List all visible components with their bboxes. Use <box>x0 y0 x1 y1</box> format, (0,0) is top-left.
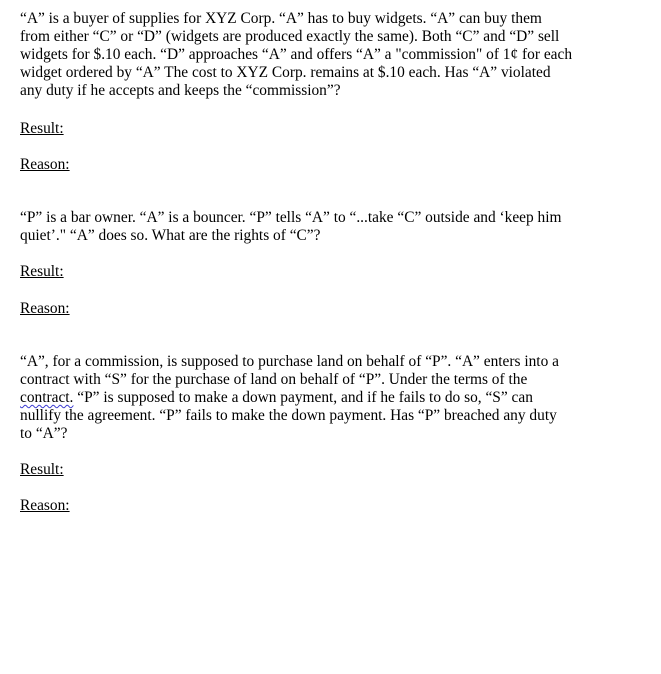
question-3-line-4: nullify the agreement. “P” fails to make the down payment. Has “P” breached any duty <box>20 407 557 424</box>
question-1-line-1: “A” is a buyer of supplies for XYZ Corp. “A” has to buy widgets. “A” can buy them <box>20 10 542 27</box>
question-1-line-4: widget ordered by “A” The cost to XYZ Corp. remains at $.10 each. Has “A” violated <box>20 64 551 81</box>
question-3-reason-label: Reason: <box>20 497 70 514</box>
question-1 <box>20 10 572 100</box>
question-3-line-1: “A”, for a commission, is supposed to purchase land on behalf of “P”. “A” enters into a <box>20 353 559 370</box>
question-2-result-label: Result: <box>20 263 64 280</box>
question-3-line-5: to “A”? <box>20 425 68 442</box>
question-3 <box>20 353 559 443</box>
question-1-line-2: from either “C” or “D” (widgets are produced exactly the same). Both “C” and “D” sell <box>20 28 560 45</box>
question-2 <box>20 209 561 245</box>
question-1-reason-label: Reason: <box>20 156 70 173</box>
question-3-line-3 <box>20 389 559 407</box>
question-1-result-label: Result: <box>20 120 64 137</box>
question-2-line-2: quiet’." “A” does so. What are the rights of “C”? <box>20 227 321 244</box>
question-2-line-1: “P” is a bar owner. “A” is a bouncer. “P” tells “A” to “...take “C” outside and ‘keep him <box>20 209 562 226</box>
question-3-result-label: Result: <box>20 461 64 478</box>
question-3-line-2: contract with “S” for the purchase of land on behalf of “P”. Under the terms of the <box>20 371 528 388</box>
question-1-line-5: any duty if he accepts and keeps the “commission”? <box>20 82 341 99</box>
spelling-error-underline[interactable]: contract. <box>20 389 74 406</box>
question-1-line-3: widgets for $.10 each. “D” approaches “A” and offers “A” a "commission" of 1¢ for each <box>20 46 573 63</box>
question-3-line-3-text: “P” is supposed to make a down payment, and if he fails to do so, “S” can <box>73 389 533 406</box>
question-2-reason-label: Reason: <box>20 300 70 317</box>
